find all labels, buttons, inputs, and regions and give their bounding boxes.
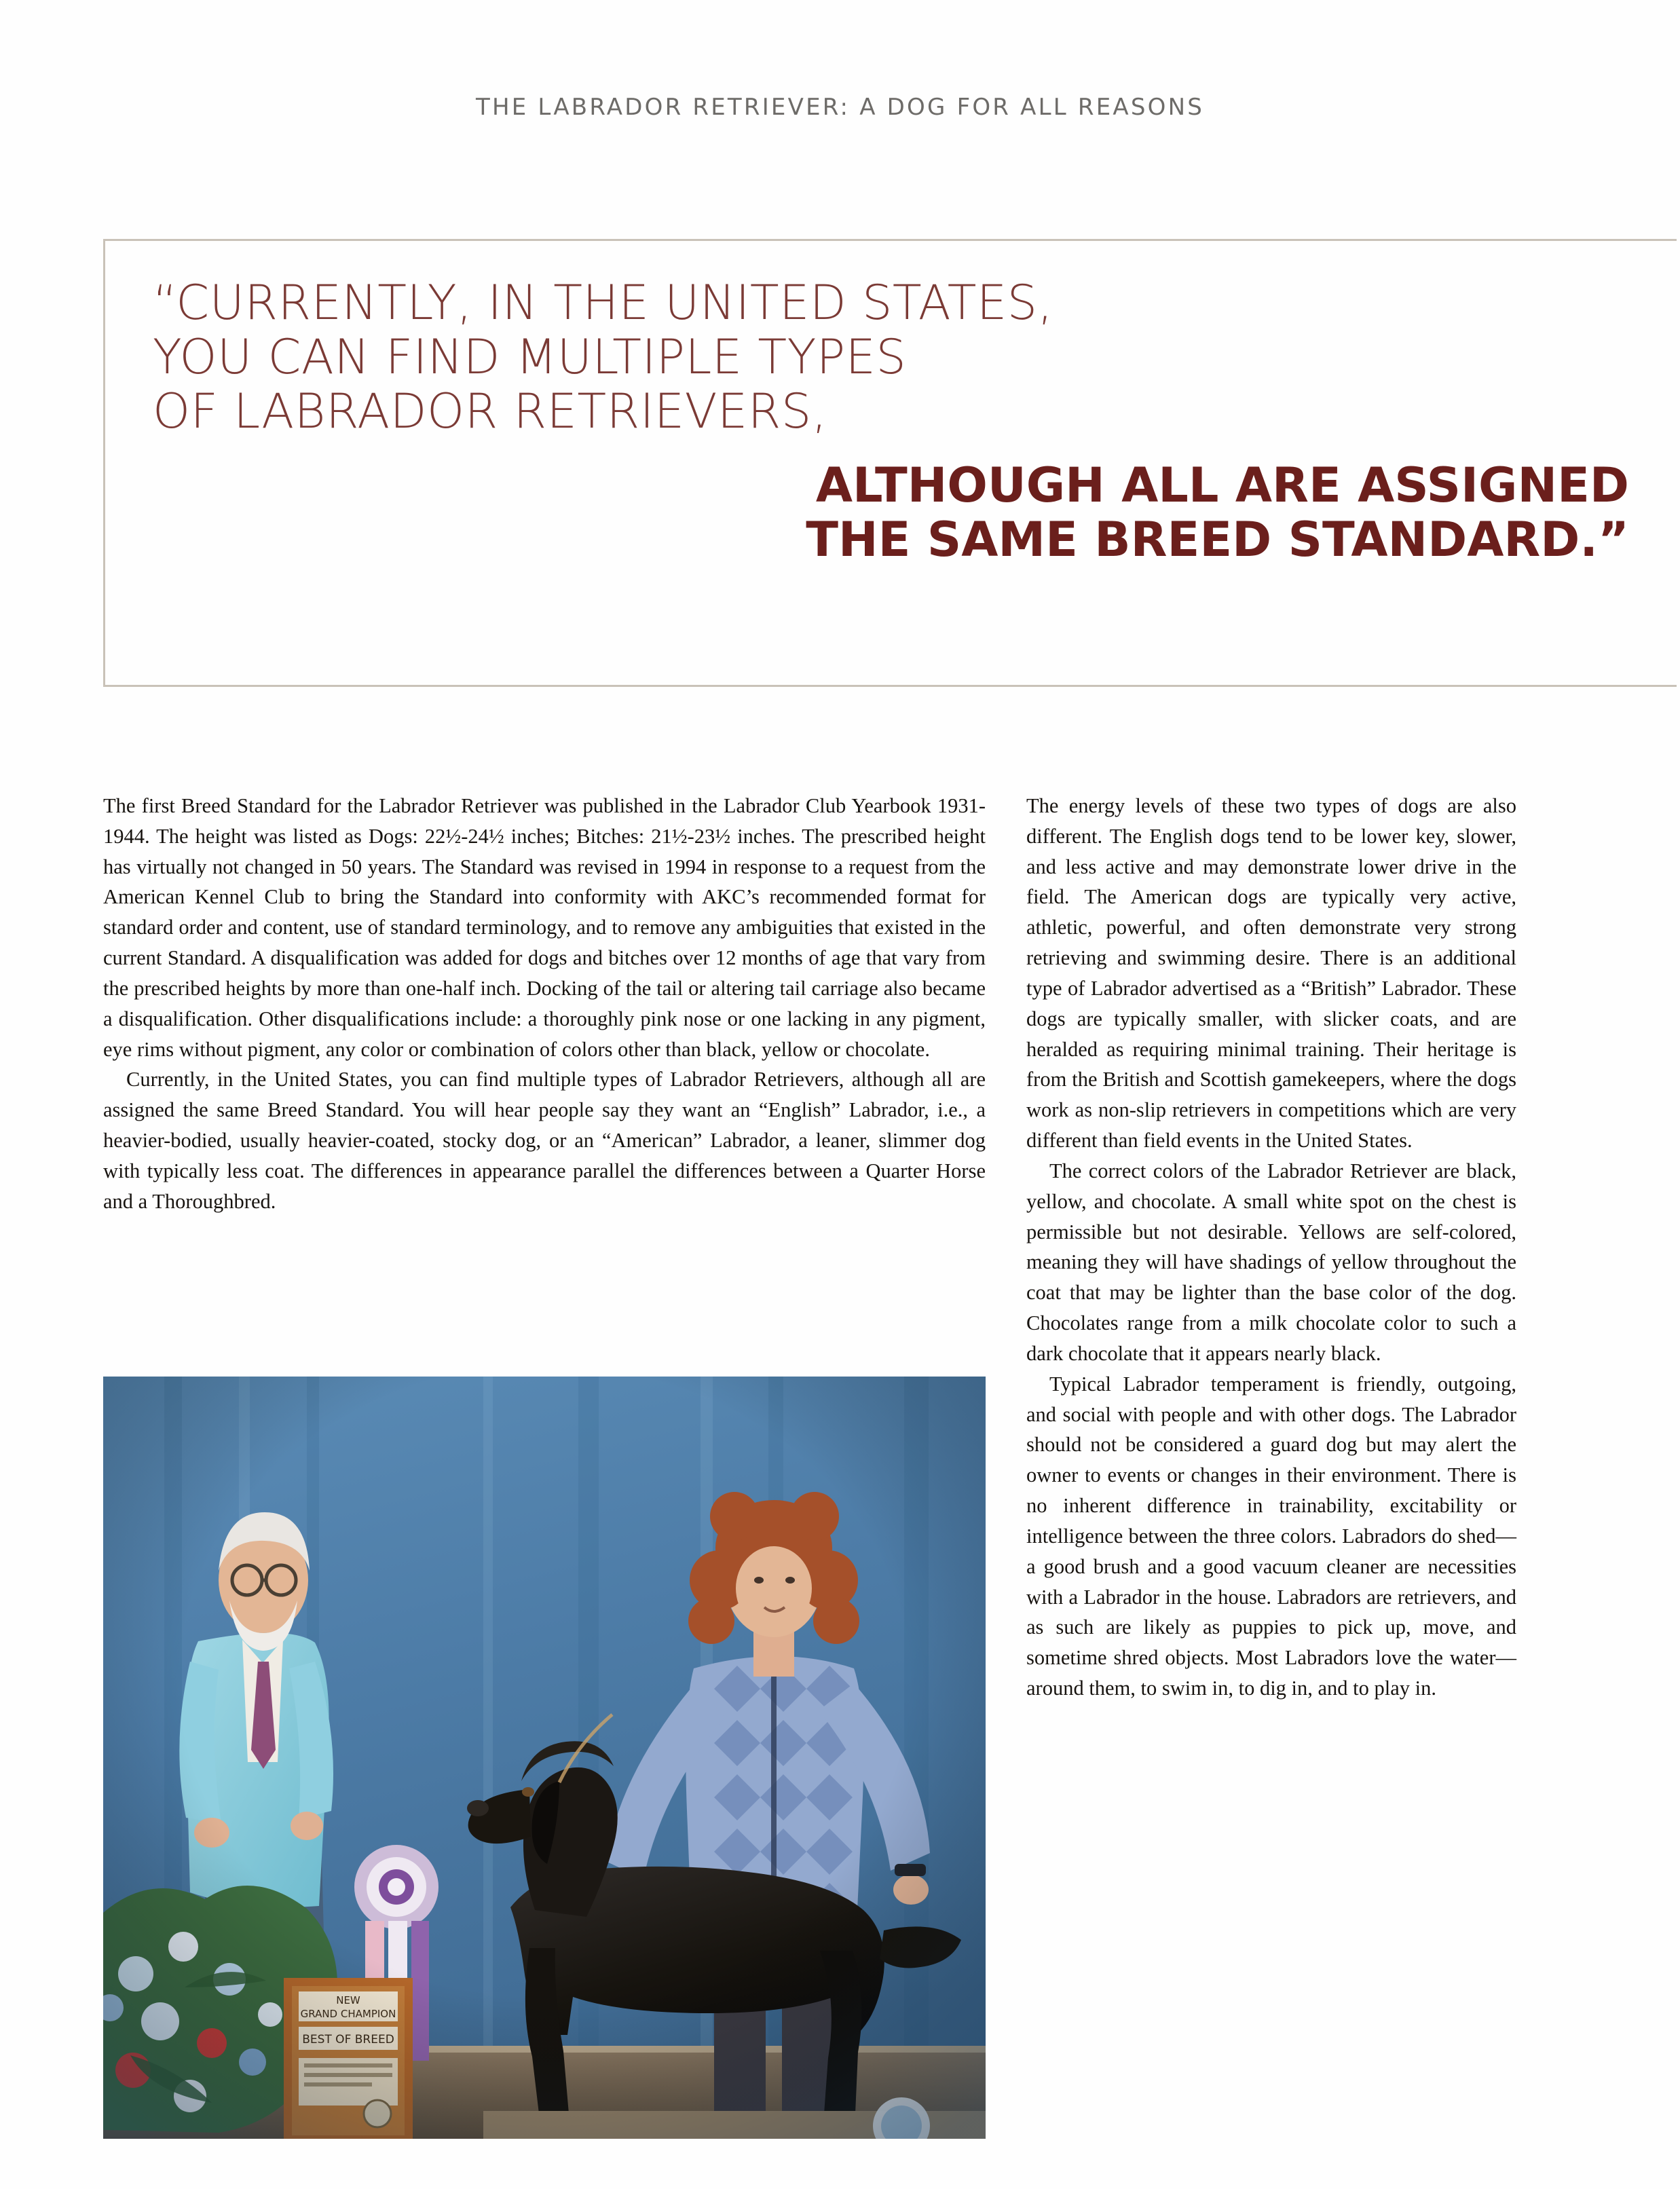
pull-quote-line-5: THE SAME BREED STANDARD.” xyxy=(806,512,1629,568)
paragraph: The energy levels of these two types of dogs are also different. The English dogs tend to be lower key, slower, and less active and may demonstrate lower drive in the field. The American dogs are typically very active, athletic, powerful, and often demonstrate very strong retrieving and swimming desire. There is an additional type of Labrador advertised as a “British” Labrador. These dogs are typically smaller, with slicker coats, and are heralded as requiring minimal training. Their heritage is from the British and Scottish gamekeepers, where the dogs work as non-slip retrievers in competitions which are very different than field events in the United States. xyxy=(1026,794,1516,1153)
paragraph: Typical Labrador temperament is friendly, outgoing, and social with people and with other dogs. The Labrador should not be considered a guard dog but may alert the owner to events or changes in their environment. There is no inherent difference in trainability, excitability or intelligence between the three colors. Labradors do shed—a good brush and a good vacuum cleaner are necessities with a Labrador in the house. Labradors are retrievers, and as such are likely as puppies to pick up, move, and sometime shred objects. Most Labradors love the water—around them, to swim in, to dig in, and to play in. xyxy=(1026,1372,1516,1700)
body-column-left xyxy=(103,791,986,1217)
dog-show-photo-illustration xyxy=(103,1377,986,2139)
pull-quote-box xyxy=(103,239,1677,687)
paragraph: Currently, in the United States, you can find multiple types of Labrador Retrievers, although all are assigned the same Breed Standard. You will hear people say they want an “English” Labrador, i.e., a heavier-bodied, usually heavier-coated, stocky dog, or an “American” Labrador, a leaner, slimmer dog with typically less coat. The differences in appearance parallel the differences between a Quarter Horse and a Thoroughbred. xyxy=(103,1068,986,1213)
paragraph: The first Breed Standard for the Labrador Retriever was published in the Labrador Club Yearbook 1931-1944. The height was listed as Dogs: 22½-24½ inches; Bitches: 21½-23½ inches. The prescribed height has virtually not changed in 50 years. The Standard was revised in 1994 in response to a request from the American Kennel Club to bring the Standard into conformity with AKC’s recommended format for standard order and content, use of standard terminology, and to remove any ambiguities that existed in the current Standard. A disqualification was added for dogs and bitches over 12 months of age that vary from the prescribed heights by more than one-half inch. Docking of the tail or altering tail carriage also became a disqualification. Other disqualifications include: a thoroughly pink nose or one lacking in any pigment, eye rims without pigment, any color or combination of colors other than black, yellow or chocolate. xyxy=(103,794,986,1061)
pull-quote-line-1: “CURRENTLY, IN THE UNITED STATES, xyxy=(153,275,1053,331)
pull-quote-line-2: YOU CAN FIND MULTIPLE TYPES xyxy=(153,329,907,385)
pull-quote-line-3: OF LABRADOR RETRIEVERS, xyxy=(153,383,827,439)
paragraph: The correct colors of the Labrador Retriever are black, yellow, and chocolate. A small white spot on the chest is permissible but not desirable. Yellows are self-colored, meaning they will have shadings of yellow throughout the coat that may be lighter than the base color of the dog. Chocolates range from a milk chocolate color to such a dark chocolate that it appears nearly black. xyxy=(1026,1159,1516,1365)
pull-quote-line-4: ALTHOUGH ALL ARE ASSIGNED xyxy=(815,457,1629,514)
body-column-right xyxy=(1026,791,1516,1704)
dog-show-photo xyxy=(103,1377,986,2139)
running-head: THE LABRADOR RETRIEVER: A DOG FOR ALL REASONS xyxy=(476,94,1204,121)
